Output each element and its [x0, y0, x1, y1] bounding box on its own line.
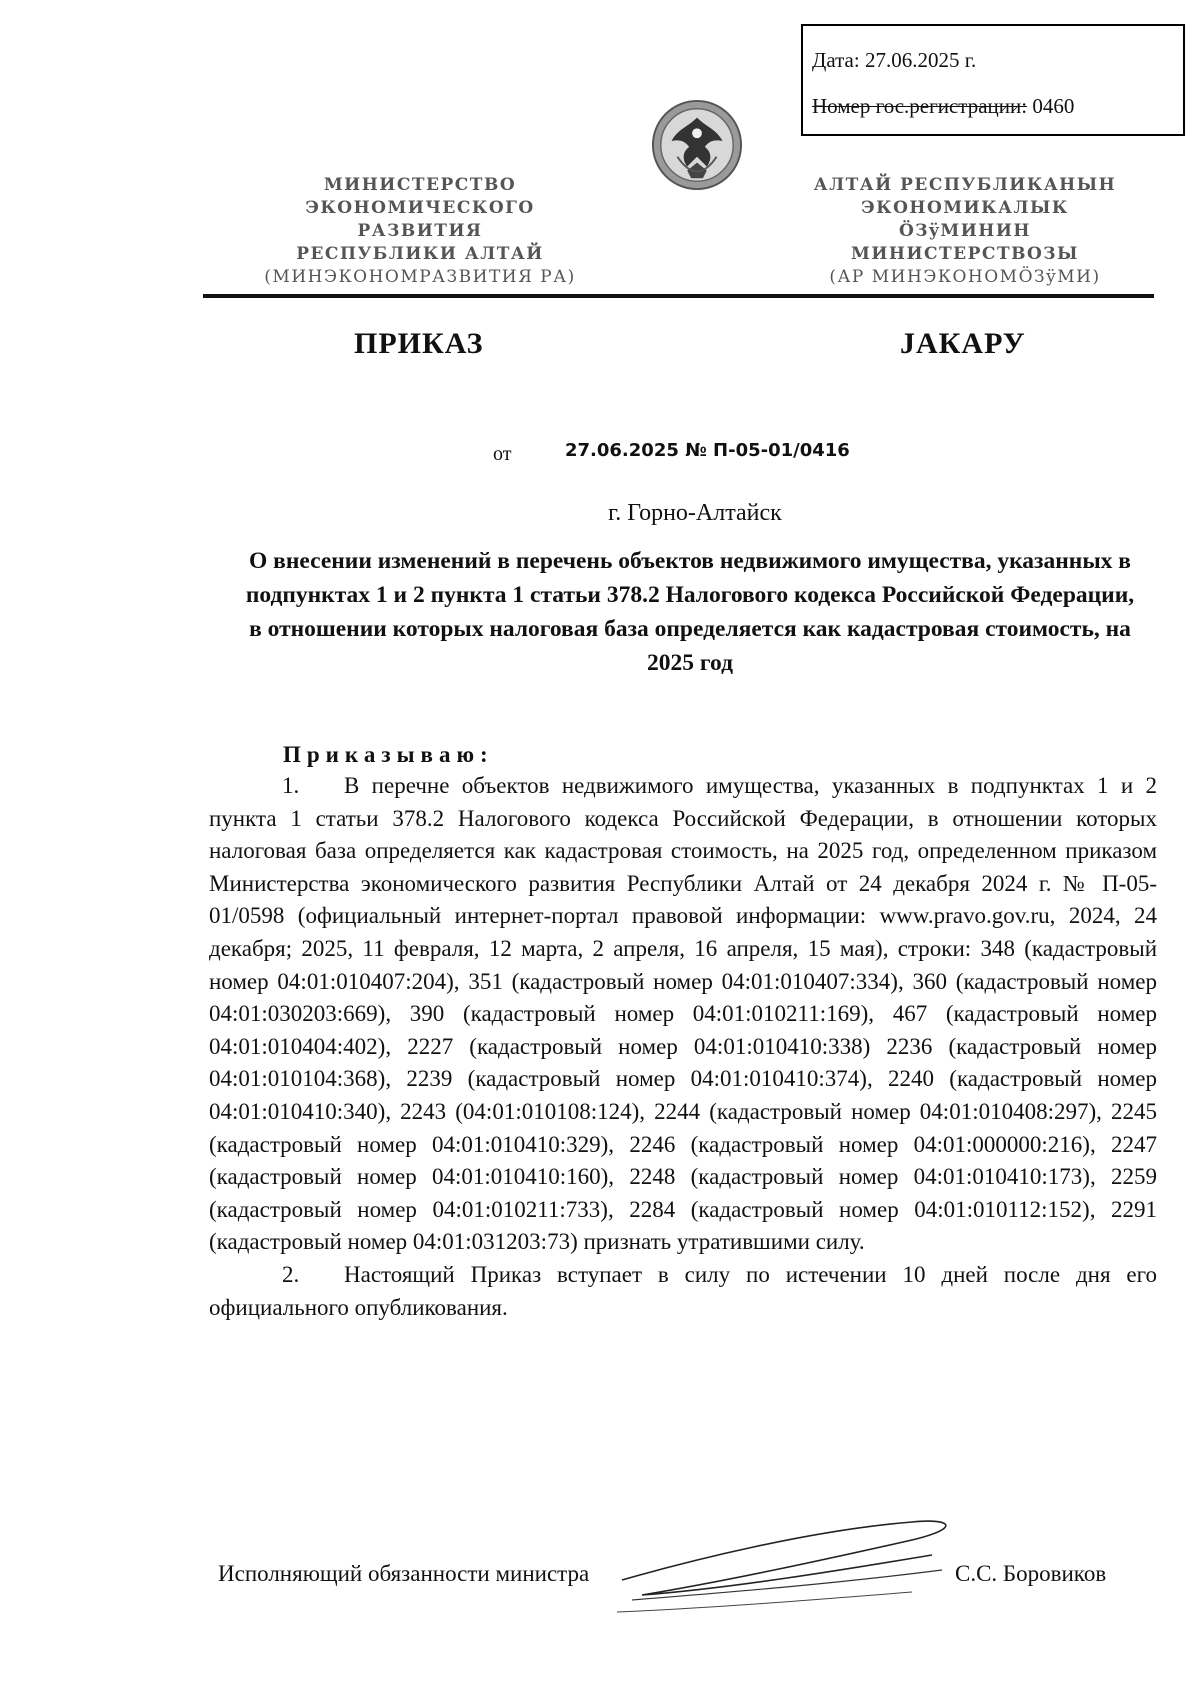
- registration-number: [812, 94, 1074, 119]
- body-item: [209, 1259, 1157, 1324]
- registration-date: [812, 48, 976, 73]
- order-date-prefix: от: [493, 443, 512, 465]
- doc-type-ru: ПРИКАЗ: [354, 327, 484, 360]
- ministry-ru-line1: МИНИСТЕРСТВО: [323, 175, 517, 195]
- document-title: О внесении изменений в перечень объектов недвижимого имущества, указанных в подпунктах 1 и 2 пункта 1 статьи 378.2 Налогового кодекса Российской Федерации, в отношении которых налоговая база определяется как кадастровая стоимость, на 2025 год: [245, 548, 1135, 676]
- directive-heading: Приказываю:: [283, 742, 494, 767]
- ministry-header-altai: [792, 174, 1138, 289]
- registration-date-value: 27.06.2025 г.: [864, 48, 977, 72]
- order-number: 27.06.2025 № П-05-01/0416: [565, 440, 850, 461]
- item-text: В перечне объектов недвижимого имущества, указанных в подпунктах 1 и 2 пункта 1 статьи 378.2 Налогового кодекса Российской Федерации, в отношении которых налоговая база определяется как кадастровая стоимость, на 2025 год, определенном приказом Министерства экономического развития Республики Алтай от 24 декабря 2024 г. № П-05-01/0598 (официальный интернет-портал правовой информации: www.pravo.gov.ru, 2024, 24 декабря; 2025, 11 февраля, 12 марта, 2 апреля, 16 апреля, 15 мая), строки: 348 (кадастровый номер 04:01:010407:204), 351 (кадастровый номер 04:01:010407:334), 360 (кадастровый номер 04:01:030203:669), 390 (кадастровый номер 04:01:010211:169), 467 (кадастровый номер 04:01:010404:402), 2227 (кадастровый номер 04:01:010410:338) 2236 (кадастровый номер 04:01:010104:368), 2239 (кадастровый номер 04:01:010410:374), 2240 (кадастровый номер 04:01:010410:340), 2243 (04:01:010108:124), 2244 (кадастровый номер 04:01:010408:297), 2245 (кадастровый номер 04:01:010410:329), 2246 (кадастровый номер 04:01:000000:216), 2247 (кадастровый номер 04:01:010410:160), 2248 (кадастровый номер 04:01:010410:173), 2259 (кадастровый номер 04:01:010211:733), 2284 (кадастровый номер 04:01:010112:152), 2291 (кадастровый номер 04:01:031203:73) признать утратившими силу.: [209, 773, 1157, 1255]
- ministry-ru-line3: РЕСПУБЛИКИ АЛТАЙ: [296, 244, 544, 264]
- registration-date-label: Дата:: [812, 48, 860, 72]
- city: г. Горно-Алтайск: [608, 500, 782, 526]
- signatory-role: Исполняющий обязанности министра: [218, 1561, 590, 1586]
- ministry-ru-line4: (МИНЭКОНОМРАЗВИТИЯ РА): [264, 267, 576, 287]
- coat-of-arms-emblem: [648, 98, 746, 192]
- item-number: 2.: [282, 1261, 300, 1287]
- ministry-alt-line1: АЛТАЙ РЕСПУБЛИКАНЫН: [813, 175, 1117, 195]
- handwritten-signature: [612, 1500, 982, 1630]
- ministry-header-ru: [240, 174, 600, 289]
- item-number: 1.: [282, 773, 300, 798]
- ministry-alt-line2: ЭКОНОМИКАЛЫК ÖЗÿМИНИН: [861, 198, 1069, 241]
- doc-type-altai: JАКАРУ: [900, 327, 1026, 360]
- header-divider: [203, 294, 1154, 298]
- signatory-name: С.С. Боровиков: [955, 1561, 1107, 1586]
- item-text: Настоящий Приказ вступает в силу по истечении 10 дней после дня его официального опубликования.: [209, 1261, 1157, 1320]
- registration-number-label: Номер гос.регистрации:: [812, 94, 1028, 118]
- ministry-alt-line4: (АР МИНЭКОНОМÖЗÿМИ): [829, 267, 1101, 287]
- ministry-ru-line2: ЭКОНОМИЧЕСКОГО РАЗВИТИЯ: [305, 198, 535, 241]
- body-item: [209, 770, 1157, 1259]
- document-body: [209, 770, 1157, 1324]
- registration-number-value: 0460: [1032, 94, 1075, 118]
- registration-stamp: [801, 24, 1185, 136]
- ministry-alt-line3: МИНИСТЕРСТВОЗЫ: [851, 244, 1079, 264]
